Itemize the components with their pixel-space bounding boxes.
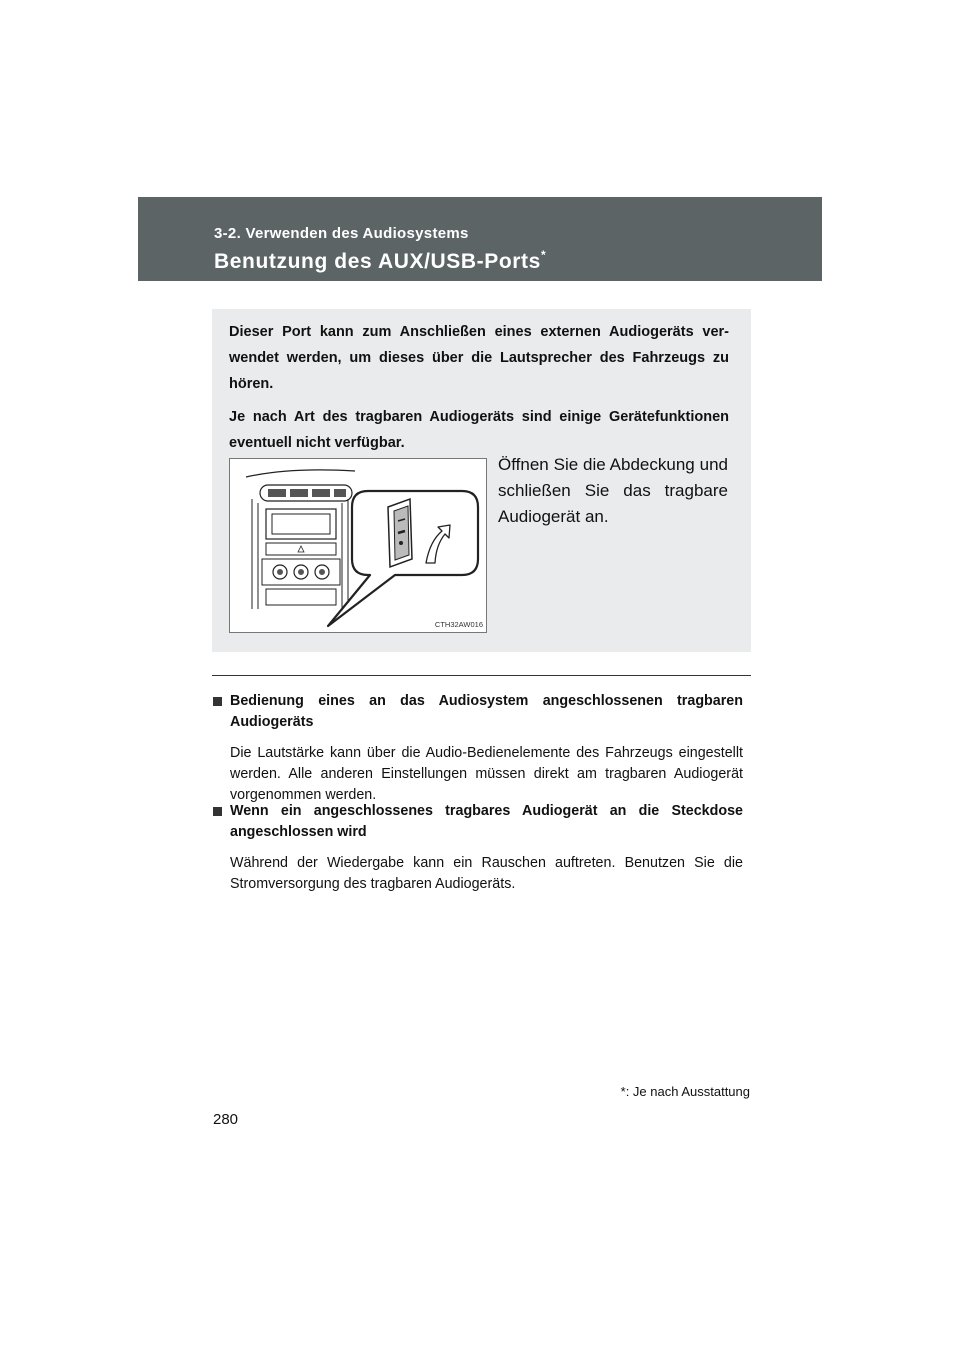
info-item-1: [213, 691, 743, 806]
info-item-heading: [213, 691, 743, 733]
step-instruction: Öffnen Sie die Abdeckung und schließen Sie das tragbare Audiogerät an.: [498, 455, 728, 526]
intro-box: [212, 309, 751, 652]
intro-paragraph-2: Je nach Art des tragbaren Audiogeräts sind einige Gerätefunktionen eventuell nicht verfügbar.: [229, 409, 729, 451]
console-drawing: [230, 459, 486, 632]
page-title: [214, 248, 546, 274]
section-label: 3-2. Verwenden des Audiosystems: [214, 225, 469, 242]
info-item-heading-text: Wenn ein angeschlossenes tragbares Audiogerät an die Steckdose angeschlossen wird: [230, 803, 743, 840]
info-item-2: [213, 801, 743, 895]
info-item-body: Während der Wiedergabe kann ein Rauschen auftreten. Benutzen Sie die Stromversorgung des tragbaren Audiogeräts.: [230, 855, 743, 892]
info-item-body: Die Lautstärke kann über die Audio-Bedienelemente des Fahrzeugs eingestellt werden. Alle anderen Einstellungen müssen direkt am tragbaren Audiogerät vorgenommen werden.: [230, 745, 743, 803]
square-bullet-icon: [213, 807, 222, 816]
intro-text: [229, 319, 729, 463]
equipment-mark: *: [540, 248, 547, 262]
footnote-mark: *: [620, 1084, 626, 1099]
page-number: 280: [213, 1111, 239, 1128]
footnote: [621, 1084, 750, 1099]
section-divider: [212, 675, 751, 676]
intro-paragraph-1: Dieser Port kann zum Anschließen eines externen Audiogeräts verwendet werden, um dieses über die Lautsprecher des Fahrzeugs zu hören.: [229, 324, 729, 392]
footnote-text: : Je nach Ausstattung: [625, 1084, 750, 1099]
figure-code: CTH32AW016: [434, 620, 483, 629]
square-bullet-icon: [213, 697, 222, 706]
info-item-heading-text: Bedienung eines an das Audiosystem angeschlossenen tragbaren Audiogeräts: [230, 693, 743, 730]
chapter-header: [138, 197, 822, 281]
info-item-heading: [213, 801, 743, 843]
page-title-text: Benutzung des AUX/USB-Ports: [214, 250, 541, 273]
usb-port-illustration: [229, 458, 487, 633]
